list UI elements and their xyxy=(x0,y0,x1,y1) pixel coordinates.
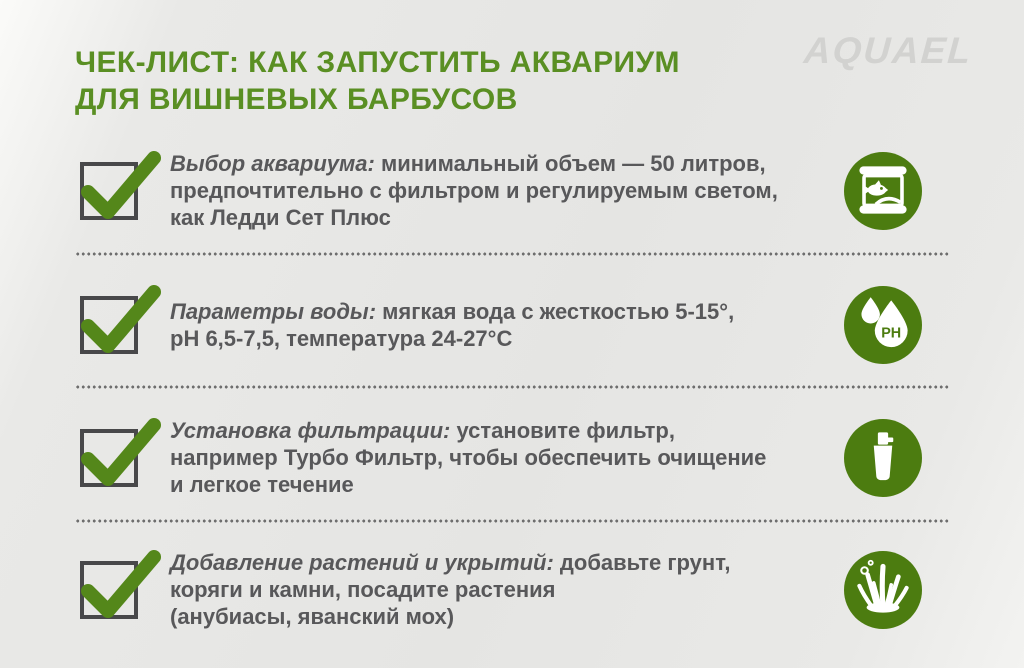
checkbox-checked xyxy=(80,296,138,354)
checklist-item-text xyxy=(170,298,820,352)
item-lead: Установка фильтрации: xyxy=(170,418,451,443)
text-line xyxy=(170,298,820,325)
checklist-item-filter xyxy=(75,417,950,498)
checkbox-checked xyxy=(80,162,138,220)
checkmark-icon xyxy=(78,547,166,625)
dotted-divider xyxy=(75,519,950,523)
dotted-divider xyxy=(75,385,950,389)
item-lead: Выбор аквариума: xyxy=(170,151,375,176)
checkmark-icon xyxy=(78,148,166,226)
text-line xyxy=(170,150,820,177)
item-lead: Параметры воды: xyxy=(170,299,377,324)
item-lead: Добавление растений и укрытий: xyxy=(170,550,554,575)
checklist-item-aquarium xyxy=(75,150,950,231)
checkbox-checked xyxy=(80,429,138,487)
text-line xyxy=(170,549,820,576)
item-body: мягкая вода с жесткостью 5-15°, xyxy=(376,299,735,324)
text-line: как Ледди Сет Плюс xyxy=(170,205,391,230)
text-line: и легкое течение xyxy=(170,472,354,497)
page-title-line1: ЧЕК-ЛИСТ: КАК ЗАПУСТИТЬ АКВАРИУМ xyxy=(75,46,680,79)
text-line: предпочтительно с фильтром и регулируемым светом, xyxy=(170,178,778,203)
item-body: добавьте грунт, xyxy=(553,550,731,575)
filter-icon xyxy=(844,419,922,497)
text-line xyxy=(170,417,820,444)
ph-drops-icon xyxy=(844,286,922,364)
checklist-item-water xyxy=(75,286,950,364)
checkbox-checked xyxy=(80,561,138,619)
svg-text:PH: PH xyxy=(881,325,902,342)
item-body: установите фильтр, xyxy=(450,418,675,443)
text-line: коряги и камни, посадите растения xyxy=(170,577,556,602)
checklist-item-plants xyxy=(75,549,950,630)
aquarium-icon xyxy=(844,152,922,230)
dotted-divider xyxy=(75,252,950,256)
checklist-item-text xyxy=(170,417,820,498)
text-line: например Турбо Фильтр, чтобы обеспечить очищение xyxy=(170,445,767,470)
text-line: (анубиасы, яванский мох) xyxy=(170,604,455,629)
aquael-logo: AQUAEL xyxy=(802,30,974,71)
text-line: pH 6,5-7,5, температура 24-27°C xyxy=(170,326,513,351)
checkmark-icon xyxy=(78,282,166,360)
checklist-item-text xyxy=(170,150,820,231)
page-title-line2: ДЛЯ ВИШНЕВЫХ БАРБУСОВ xyxy=(75,83,518,116)
item-body: минимальный объем — 50 литров, xyxy=(374,151,766,176)
checklist-item-text xyxy=(170,549,820,630)
plants-icon xyxy=(844,551,922,629)
checkmark-icon xyxy=(78,415,166,493)
